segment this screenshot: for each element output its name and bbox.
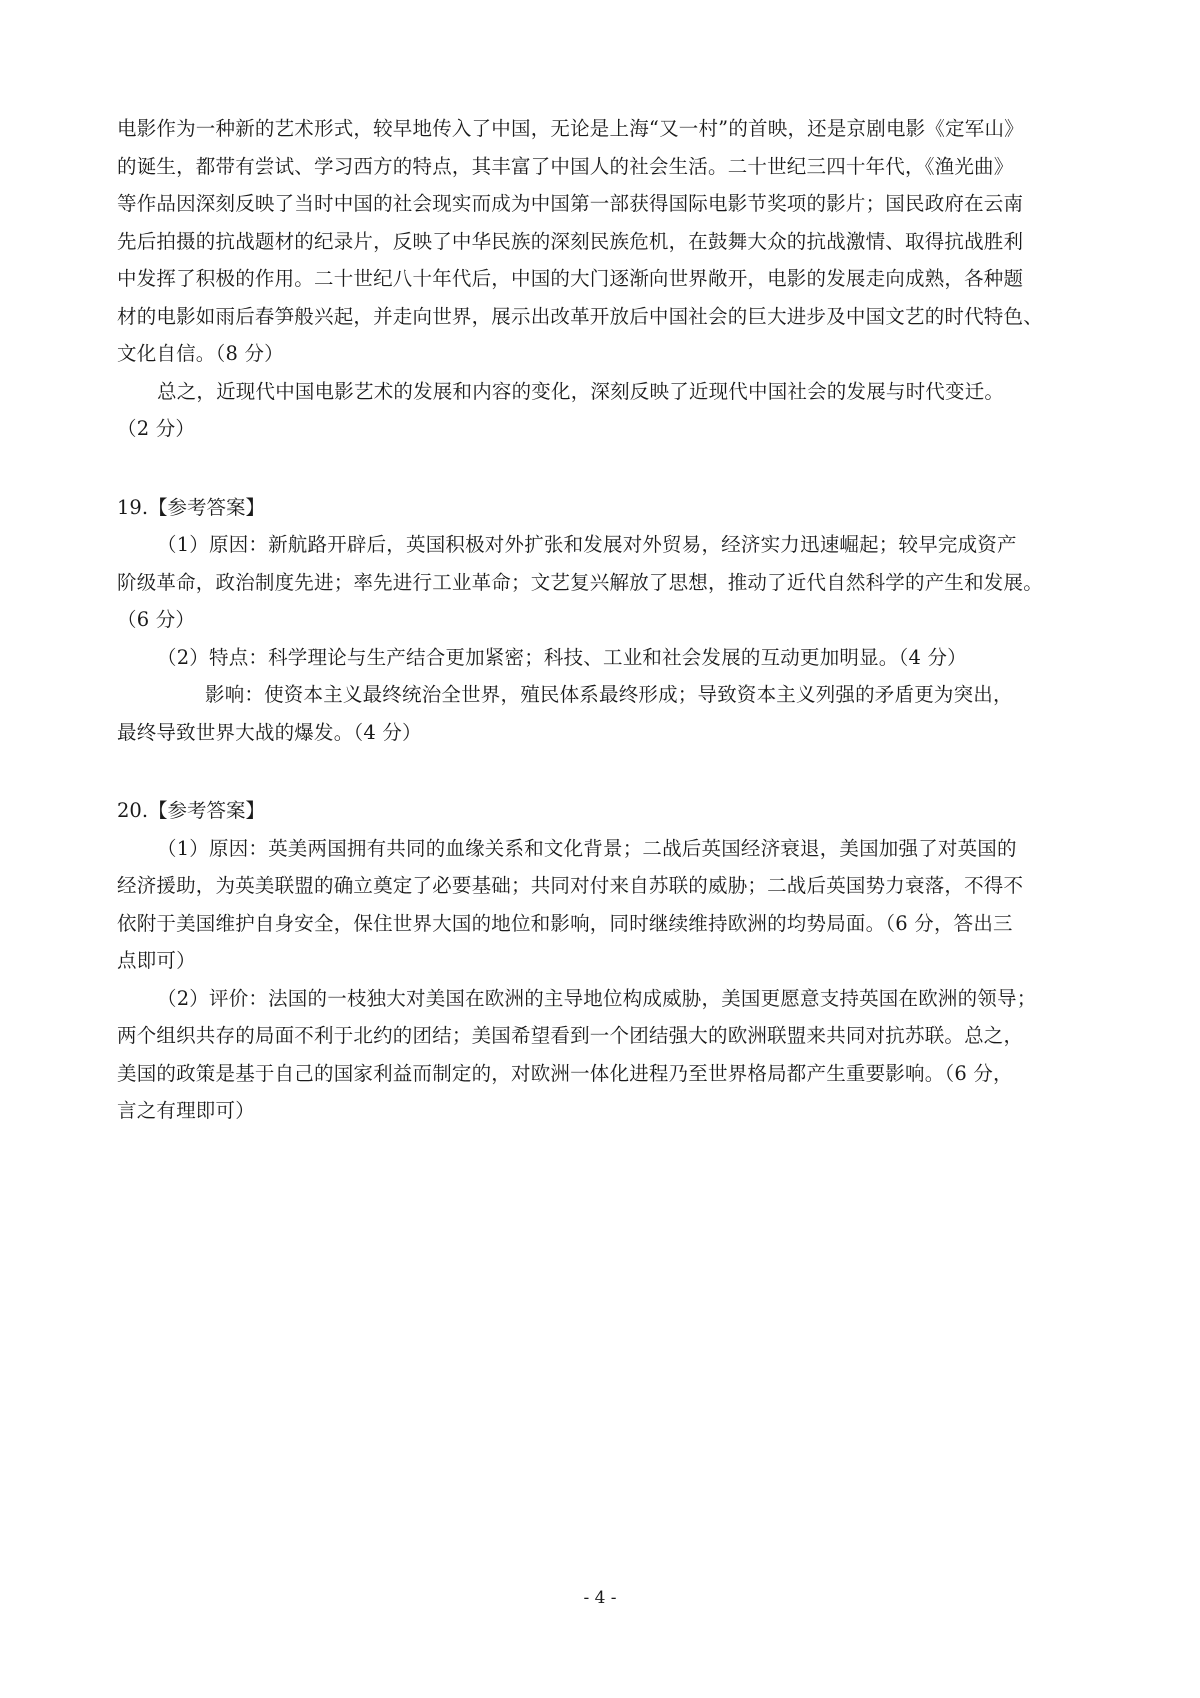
question-19-section [117,489,1090,752]
paragraph-line: 电影作为一种新的艺术形式，较早地传入了中国，无论是上海“又一村”的首映，还是京剧电影《定军山》 [117,117,1024,140]
q20-part2-line: 两个组织共存的局面不利于北约的团结；美国希望看到一个团结强大的欧洲联盟来共同对抗苏联。总之， [117,1024,1024,1047]
paragraph-line: 等作品因深刻反映了当时中国的社会现实而成为中国第一部获得国际电影节奖项的影片；国民政府在云南 [117,192,1024,215]
q20-part2-line: 美国的政策是基于自己的国家利益而制定的，对欧洲一体化进程乃至世界格局都产生重要影响。（6 分， [117,1061,1013,1085]
q19-part1-line: （6 分） [117,608,196,631]
q20-part2-line: 言之有理即可） [117,1099,255,1122]
q20-part1-line: （1）原因：英美两国拥有共同的血缘关系和文化背景；二战后英国经济衰退，美国加强了对英国的 [157,836,1017,860]
paragraph-line: 材的电影如雨后春笋般兴起，并走向世界，展示出改革开放后中国社会的巨大进步及中国文艺的时代特色、 [117,304,1043,328]
question-20-heading: 20.【参考答案】 [117,799,266,822]
answer-document [117,110,1090,1130]
q19-part2-impact: 影响：使资本主义最终统治全世界，殖民体系最终形成；导致资本主义列强的矛盾更为突出， [205,683,1013,706]
paragraph-line: 中发挥了积极的作用。二十世纪八十年代后，中国的大门逐渐向世界敞开，电影的发展走向成熟，各种题 [117,267,1024,290]
q20-part1-line: 经济援助，为英美联盟的确立奠定了必要基础；共同对付来自苏联的威胁；二战后英国势力衰落，不得不 [117,874,1024,897]
page-number: - 4 - [583,1588,617,1608]
paragraph-line: 先后拍摄的抗战题材的纪录片，反映了中华民族的深刻民族危机，在鼓舞大众的抗战激情、取得抗战胜利 [117,229,1024,253]
section-gap [117,448,1090,489]
q20-part1-line: 点即可） [117,949,196,972]
question-19-heading: 19.【参考答案】 [117,495,266,519]
intro-section [117,110,1090,448]
summary-line: 总之，近现代中国电影艺术的发展和内容的变化，深刻反映了近现代中国社会的发展与时代变迁。 [157,379,1005,403]
summary-score: （2 分） [117,417,196,440]
q20-part2-line: （2）评价：法国的一枝独大对美国在欧洲的主导地位构成威胁，美国更愿意支持英国在欧洲的领导； [157,986,1037,1010]
question-20-section [117,792,1090,1130]
paragraph-line: 文化自信。（8 分） [117,342,284,365]
q19-part1-line: （1）原因：新航路开辟后，英国积极对外扩张和发展对外贸易，经济实力迅速崛起；较早完成资产 [157,533,1017,556]
q19-part2-features: （2）特点：科学理论与生产结合更加紧密；科技、工业和社会发展的互动更加明显。（4 分） [157,645,967,669]
paragraph-line: 的诞生，都带有尝试、学习西方的特点，其丰富了中国人的社会生活。二十世纪三四十年代，《渔光曲》 [117,154,1014,178]
section-gap [117,751,1090,792]
q19-part2-impact: 最终导致世界大战的爆发。（4 分） [117,720,422,744]
q19-part1-line: 阶级革命，政治制度先进；率先进行工业革命；文艺复兴解放了思想，推动了近代自然科学的产生和发展。 [117,570,1043,594]
q20-part1-line: 依附于美国维护自身安全，保住世界大国的地位和影响，同时继续维持欧洲的均势局面。（6 分，答出三 [117,911,1013,935]
